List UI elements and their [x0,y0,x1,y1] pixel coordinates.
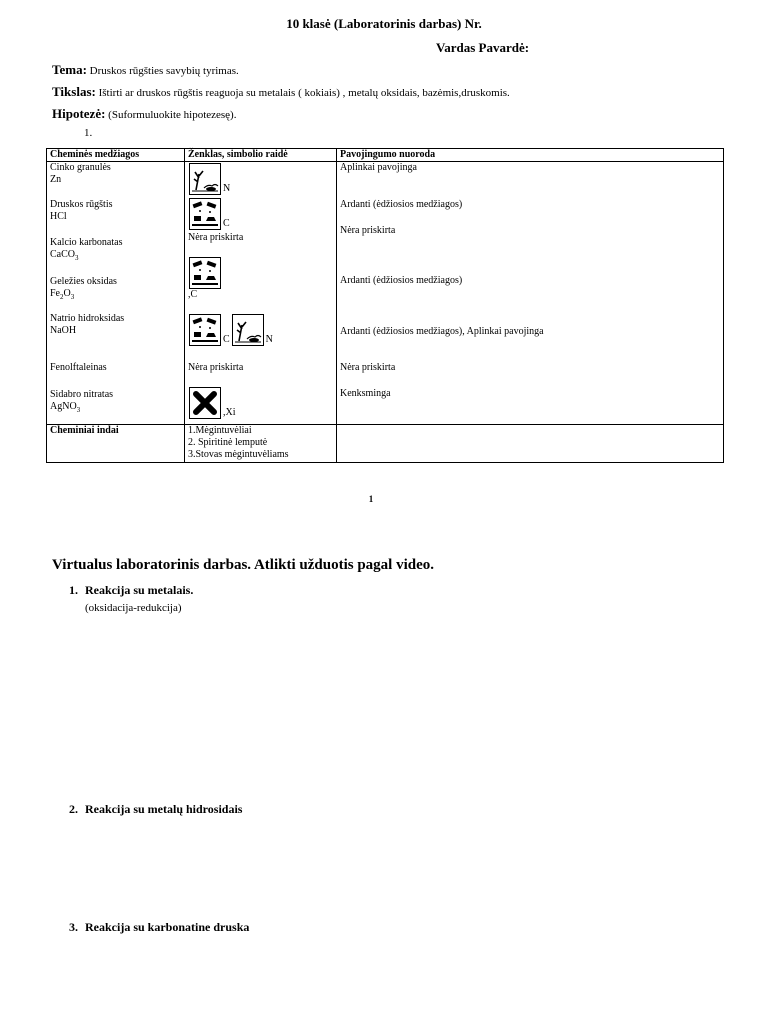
environment-hazard-icon [189,163,221,195]
task-3: 3. Reakcija su karbonatine druska [69,920,250,934]
symbol-none-phenolphthalein: Nėra priskirta [188,362,244,373]
task-3-title: Reakcija su karbonatine druska [85,920,250,934]
hazard-zinc: Aplinkai pavojinga [340,162,417,173]
corrosive-icon [189,257,221,289]
task-1-note: (oksidacija-redukcija) [85,602,182,614]
symbol-code: N [265,334,273,345]
substance-agno3: Sidabro nitratas AgNO$_3$ [50,389,114,414]
document-title: 10 klasė (Laboratorinis darbas) Nr. [286,16,482,31]
header-symbol: Ženklas, simbolio raidė [185,149,337,162]
symbol-code: C [223,218,230,229]
hazard-hcl: Ardanti (ėdžiosios medžiagos) [340,199,463,210]
substance-zinc: Cinko granulės Zn [50,162,111,185]
hypothesis-line [52,106,236,122]
substance-hcl: Druskos rūgštis HCl [50,199,113,222]
header-substances: Cheminės medžiagos [47,149,185,162]
goal-label: Tikslas: [52,84,96,99]
name-field-label: Vardas Pavardė: [436,40,530,55]
hazard-cell [337,162,724,425]
symbol-agno3 [189,387,236,419]
hypothesis-text: (Suformuluokite hipotezesę). [108,109,237,121]
substance-caco3: Kalcio karbonatas CaCO$_3$ [50,237,123,262]
symbol-fe2o3 [189,257,221,289]
hypothesis-label: Hipotezė: [52,106,106,121]
equipment-item: 2. Spiritinė lemputė [188,437,268,448]
hazard-table [46,148,724,463]
hazard-agno3: Kenksminga [340,388,391,399]
substance-naoh: Natrio hidroksidas NaOH [50,313,125,336]
task-2: 2. Reakcija su metalų hidrosidais [69,802,243,816]
symbol-code: C [223,334,230,345]
corrosive-icon [189,314,221,346]
hazard-caco3: Nėra priskirta [340,225,396,236]
symbol-code: ,Xi [223,407,236,418]
task-1-title: Reakcija su metalais. [85,583,194,597]
substance-fe2o3: Geležies oksidas $Fe_2O_3$ [50,276,117,301]
equipment-label: Cheminiai indai [47,425,185,463]
goal-line [52,84,510,100]
symbol-none-caco3: Nėra priskirta [188,232,244,243]
substances-cell [47,162,185,425]
virtual-section-title: Virtualus laboratorinis darbas. Atlikti užduotis pagal video. [52,557,435,573]
hazard-phenolphthalein: Nėra priskirta [340,362,396,373]
table-header-row [47,149,724,162]
symbol-code: N [223,183,231,194]
topic-text: Druskos rūgšties savybių tyrimas. [89,65,239,77]
irritant-x-icon [189,387,221,419]
goal-text: Ištirti ar druskos rūgštis reaguoja su metalais ( kokiais) , metalų oksidais, bazėmis,druskomis. [98,87,510,99]
symbols-cell [185,162,337,425]
substances-row [47,162,724,425]
topic-label: Tema: [52,62,87,77]
header-hazard: Pavojingumo nuoroda [337,149,724,162]
substance-phenolphthalein: Fenolftaleinas [50,362,107,373]
hazard-fe2o3: Ardanti (ėdžiosios medžiagos) [340,275,463,286]
symbol-hcl [189,198,230,230]
equipment-list [185,425,337,463]
equipment-item: 3.Stovas mėgintuvėliams [188,449,289,460]
symbol-code-fe2o3: ,C [188,289,198,300]
task-1: 1. Reakcija su metalais. [69,583,194,597]
hazard-naoh: Ardanti (ėdžiosios medžiagos), Aplinkai pavojinga [340,326,544,337]
page-number: 1 [368,494,374,504]
symbol-zinc [189,163,230,195]
symbol-naoh [189,314,273,346]
corrosive-icon [189,198,221,230]
equipment-hazard-empty [337,425,724,463]
task-2-title: Reakcija su metalų hidrosidais [85,802,243,816]
topic-line [52,62,239,78]
environment-hazard-icon [232,314,264,346]
equipment-row [47,425,724,463]
list-number: 1. [84,127,93,139]
equipment-item: 1.Mėgintuvėliai [188,425,252,436]
